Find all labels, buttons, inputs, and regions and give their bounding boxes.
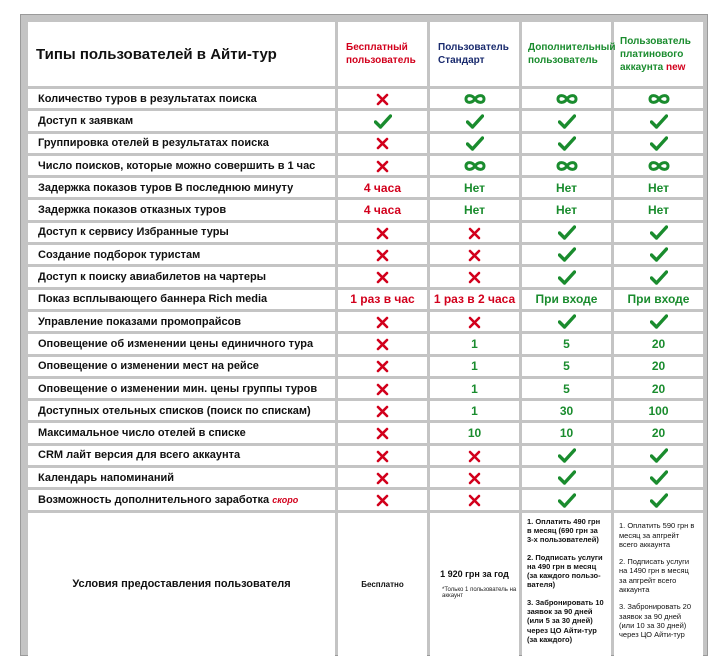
infinity-icon (463, 160, 487, 172)
cell-additional (522, 334, 611, 353)
cell-standard (430, 267, 519, 286)
table-row (28, 379, 703, 398)
cell-value: 1 (471, 359, 478, 374)
check-icon (558, 225, 576, 240)
cell-free (338, 490, 427, 509)
cell-additional (522, 267, 611, 286)
check-icon (466, 114, 484, 129)
feature-label-text: Оповещение об изменении цены единичного тура (38, 337, 314, 350)
cell-additional (522, 134, 611, 153)
cell-platinum (614, 423, 703, 442)
cross-icon (468, 450, 481, 463)
header-additional: Дополнительный пользователь (522, 22, 611, 86)
feature-label (28, 468, 335, 487)
footer-additional-condition-1: 1. Оплатить 490 грн в месяц (690 грн за 3-х пользователей) (527, 516, 601, 545)
cross-icon (468, 472, 481, 485)
feature-label-text: Оповещение о изменении мин. цены группы туров (38, 382, 318, 395)
table-row (28, 312, 703, 331)
table-row (28, 357, 703, 376)
cell-additional (522, 379, 611, 398)
feature-label (28, 379, 335, 398)
table-row (28, 290, 703, 309)
cross-icon (468, 316, 481, 329)
table-row (28, 401, 703, 420)
cross-icon (376, 227, 389, 240)
feature-label (28, 156, 335, 175)
cell-value: 10 (559, 426, 574, 441)
cross-icon (468, 249, 481, 262)
cell-free (338, 468, 427, 487)
footer-free: Бесплатно (338, 513, 427, 657)
cell-free (338, 223, 427, 242)
check-icon (558, 448, 576, 463)
cell-free (338, 156, 427, 175)
cell-additional (522, 401, 611, 420)
cross-icon (376, 271, 389, 284)
cross-icon (376, 249, 389, 262)
cross-icon (376, 494, 389, 507)
cell-platinum (614, 446, 703, 465)
check-icon (558, 270, 576, 285)
feature-label-text: Доступных отельных списков (поиск по спискам) (38, 404, 311, 417)
feature-label-text: Доступ к сервису Избранные туры (38, 226, 229, 239)
feature-label (28, 178, 335, 197)
table-row (28, 446, 703, 465)
header-platinum (614, 22, 703, 86)
cell-value: 1 (471, 381, 478, 396)
cell-standard (430, 490, 519, 509)
cell-platinum (614, 290, 703, 309)
cross-icon (376, 405, 389, 418)
footer-additional-condition-3: 3. Забронировать 10 заявок за 90 дней (или 5 за 30 дней) через ЦО Айти-тур (за каждого) (527, 597, 604, 644)
cell-free (338, 423, 427, 442)
cell-value: 5 (563, 381, 570, 396)
cell-value: Нет (463, 203, 486, 218)
header-standard: Пользователь Стандарт (430, 22, 519, 86)
feature-label (28, 89, 335, 108)
header-platinum-label: Пользователь платинового аккаунта (620, 35, 691, 73)
cell-standard (430, 401, 519, 420)
check-icon (650, 270, 668, 285)
footer-platinum (614, 513, 703, 657)
footer-standard (430, 513, 519, 657)
table-row (28, 490, 703, 509)
table-row (28, 223, 703, 242)
cell-platinum (614, 200, 703, 219)
footer-label: Условия предоставления пользователя (28, 513, 335, 657)
cell-value: 1 (471, 336, 478, 351)
cell-standard (430, 468, 519, 487)
cell-standard (430, 89, 519, 108)
cell-standard (430, 111, 519, 130)
feature-label-text: Задержка показов туров В последнюю минуту (38, 181, 294, 194)
table-row (28, 178, 703, 197)
feature-label-text: Количество туров в результатах поиска (38, 92, 257, 105)
cell-additional (522, 223, 611, 242)
table-row (28, 267, 703, 286)
footer-row (28, 513, 703, 657)
cross-icon (376, 472, 389, 485)
cell-standard (430, 134, 519, 153)
table-row (28, 334, 703, 353)
cell-value: 1 раз в 2 часа (433, 292, 516, 307)
cell-platinum (614, 401, 703, 420)
cell-value: 20 (651, 426, 666, 441)
check-icon (650, 247, 668, 262)
cell-additional (522, 200, 611, 219)
cell-free (338, 446, 427, 465)
cell-platinum (614, 490, 703, 509)
cell-value: Нет (647, 203, 670, 218)
footer-standard-note: *Только 1 пользователь на аккаунт (442, 587, 517, 600)
cross-icon (376, 93, 389, 106)
table-title: Типы пользователей в Айти-тур (28, 22, 335, 86)
cell-standard (430, 178, 519, 197)
cell-value: 100 (648, 403, 669, 418)
check-icon (558, 136, 576, 151)
feature-label (28, 223, 335, 242)
cell-platinum (614, 312, 703, 331)
cell-value: 10 (467, 426, 482, 441)
cell-free (338, 200, 427, 219)
cross-icon (376, 427, 389, 440)
feature-label-text: Доступ к поиску авиабилетов на чартеры (38, 271, 267, 284)
cell-additional (522, 446, 611, 465)
cell-free (338, 267, 427, 286)
check-icon (558, 493, 576, 508)
cell-standard (430, 290, 519, 309)
feature-label-text: Создание подборок туристам (38, 248, 201, 261)
feature-label-text: Максимальное число отелей в списке (38, 427, 246, 440)
check-icon (558, 470, 576, 485)
cross-icon (468, 227, 481, 240)
cell-standard (430, 357, 519, 376)
footer-platinum-condition-3: 3. Забронировать 20 заявок за 90 дней (или 10 за 30 дней) через ЦО Айти-тур (619, 602, 692, 640)
infinity-icon (555, 160, 579, 172)
feature-label (28, 267, 335, 286)
cell-platinum (614, 223, 703, 242)
cell-standard (430, 223, 519, 242)
feature-label (28, 334, 335, 353)
feature-label (28, 200, 335, 219)
feature-label-text: Число поисков, которые можно совершить в 1 час (38, 159, 316, 172)
feature-label-text: Возможность дополнительного заработка (38, 493, 270, 506)
cross-icon (376, 137, 389, 150)
cell-value: Нет (555, 180, 578, 195)
cell-standard (430, 312, 519, 331)
cell-additional (522, 468, 611, 487)
feature-label-text: Задержка показов отказных туров (38, 204, 227, 217)
feature-label (28, 401, 335, 420)
cell-standard (430, 379, 519, 398)
cell-additional (522, 490, 611, 509)
cell-standard (430, 423, 519, 442)
footer-additional (522, 513, 611, 657)
cell-value: 1 (471, 403, 478, 418)
feature-label-text: Оповещение о изменении мест на рейсе (38, 360, 259, 373)
cell-free (338, 111, 427, 130)
table-row (28, 111, 703, 130)
cell-platinum (614, 267, 703, 286)
cell-standard (430, 200, 519, 219)
cell-standard (430, 446, 519, 465)
cross-icon (376, 338, 389, 351)
table-row (28, 423, 703, 442)
feature-label (28, 245, 335, 264)
check-icon (650, 136, 668, 151)
footer-platinum-condition-1: 1. Оплатить 590 грн в месяц за апгрейт всего аккаунта (619, 521, 695, 549)
cell-free (338, 290, 427, 309)
feature-label (28, 357, 335, 376)
cell-value: 30 (559, 403, 574, 418)
cell-value: 4 часа (363, 180, 402, 195)
check-icon (650, 225, 668, 240)
cell-free (338, 245, 427, 264)
feature-label-text: Доступ к заявкам (38, 114, 134, 127)
cell-value: 20 (651, 381, 666, 396)
header-row (28, 22, 703, 86)
cell-value: Нет (463, 180, 486, 195)
cell-free (338, 401, 427, 420)
table-row (28, 89, 703, 108)
check-icon (374, 114, 392, 129)
cell-additional (522, 357, 611, 376)
cell-free (338, 312, 427, 331)
cell-free (338, 89, 427, 108)
cell-value: 5 (563, 336, 570, 351)
cell-value: 20 (651, 359, 666, 374)
cell-value: 5 (563, 359, 570, 374)
check-icon (558, 114, 576, 129)
check-icon (650, 314, 668, 329)
feature-label (28, 290, 335, 309)
cell-value: При входе (535, 292, 598, 307)
check-icon (650, 493, 668, 508)
footer-additional-condition-2: 2. Подписать услуги на 490 грн в месяц (за каждого пользо-вателя) (527, 552, 603, 590)
table-row (28, 468, 703, 487)
cross-icon (468, 494, 481, 507)
cell-additional (522, 423, 611, 442)
cross-icon (376, 383, 389, 396)
table-row (28, 134, 703, 153)
infinity-icon (647, 93, 671, 105)
cell-platinum (614, 334, 703, 353)
infinity-icon (647, 160, 671, 172)
cell-platinum (614, 134, 703, 153)
user-types-table (25, 19, 706, 659)
cell-additional (522, 111, 611, 130)
cell-platinum (614, 111, 703, 130)
cell-value: 1 раз в час (350, 292, 415, 307)
cell-platinum (614, 468, 703, 487)
cell-platinum (614, 379, 703, 398)
feature-label-text: CRM лайт версия для всего аккаунта (38, 449, 241, 462)
cell-value: Нет (555, 203, 578, 218)
feature-label-text: Управление показами промопрайсов (38, 315, 242, 328)
feature-label-text: Группировка отелей в результатах поиска (38, 137, 269, 150)
feature-label (28, 134, 335, 153)
feature-label (28, 490, 335, 509)
infinity-icon (555, 93, 579, 105)
cell-additional (522, 245, 611, 264)
cell-standard (430, 245, 519, 264)
comparison-frame (20, 14, 708, 656)
new-badge: new (665, 61, 686, 73)
cell-value: 4 часа (363, 203, 402, 218)
table-row (28, 156, 703, 175)
cell-free (338, 134, 427, 153)
cross-icon (376, 160, 389, 173)
feature-label (28, 446, 335, 465)
cell-additional (522, 156, 611, 175)
cell-platinum (614, 357, 703, 376)
table-row (28, 200, 703, 219)
cell-value: При входе (627, 292, 690, 307)
cell-free (338, 178, 427, 197)
cell-free (338, 334, 427, 353)
cell-additional (522, 312, 611, 331)
cell-platinum (614, 156, 703, 175)
feature-label-text: Показ всплывающего баннера Rich media (38, 293, 268, 306)
feature-label (28, 312, 335, 331)
feature-label (28, 423, 335, 442)
soon-badge: скоро (272, 494, 299, 505)
cell-free (338, 357, 427, 376)
footer-platinum-condition-2: 2. Подписать услуги на 1490 грн в месяц за апгрейт всего аккаунта (619, 557, 690, 595)
footer-standard-price: 1 920 грн за год (440, 569, 509, 580)
feature-label-text: Календарь напоминаний (38, 471, 175, 484)
check-icon (650, 470, 668, 485)
cell-additional (522, 178, 611, 197)
cell-standard (430, 334, 519, 353)
cell-platinum (614, 89, 703, 108)
cell-value: Нет (647, 180, 670, 195)
cell-value: 20 (651, 336, 666, 351)
cross-icon (376, 450, 389, 463)
cross-icon (468, 271, 481, 284)
check-icon (650, 448, 668, 463)
table-row (28, 245, 703, 264)
cell-platinum (614, 245, 703, 264)
feature-label (28, 111, 335, 130)
check-icon (650, 114, 668, 129)
check-icon (466, 136, 484, 151)
header-free: Бесплатный пользователь (338, 22, 427, 86)
cross-icon (376, 316, 389, 329)
check-icon (558, 247, 576, 262)
cell-additional (522, 89, 611, 108)
cross-icon (376, 360, 389, 373)
cell-free (338, 379, 427, 398)
check-icon (558, 314, 576, 329)
cell-standard (430, 156, 519, 175)
cell-platinum (614, 178, 703, 197)
infinity-icon (463, 93, 487, 105)
cell-additional (522, 290, 611, 309)
